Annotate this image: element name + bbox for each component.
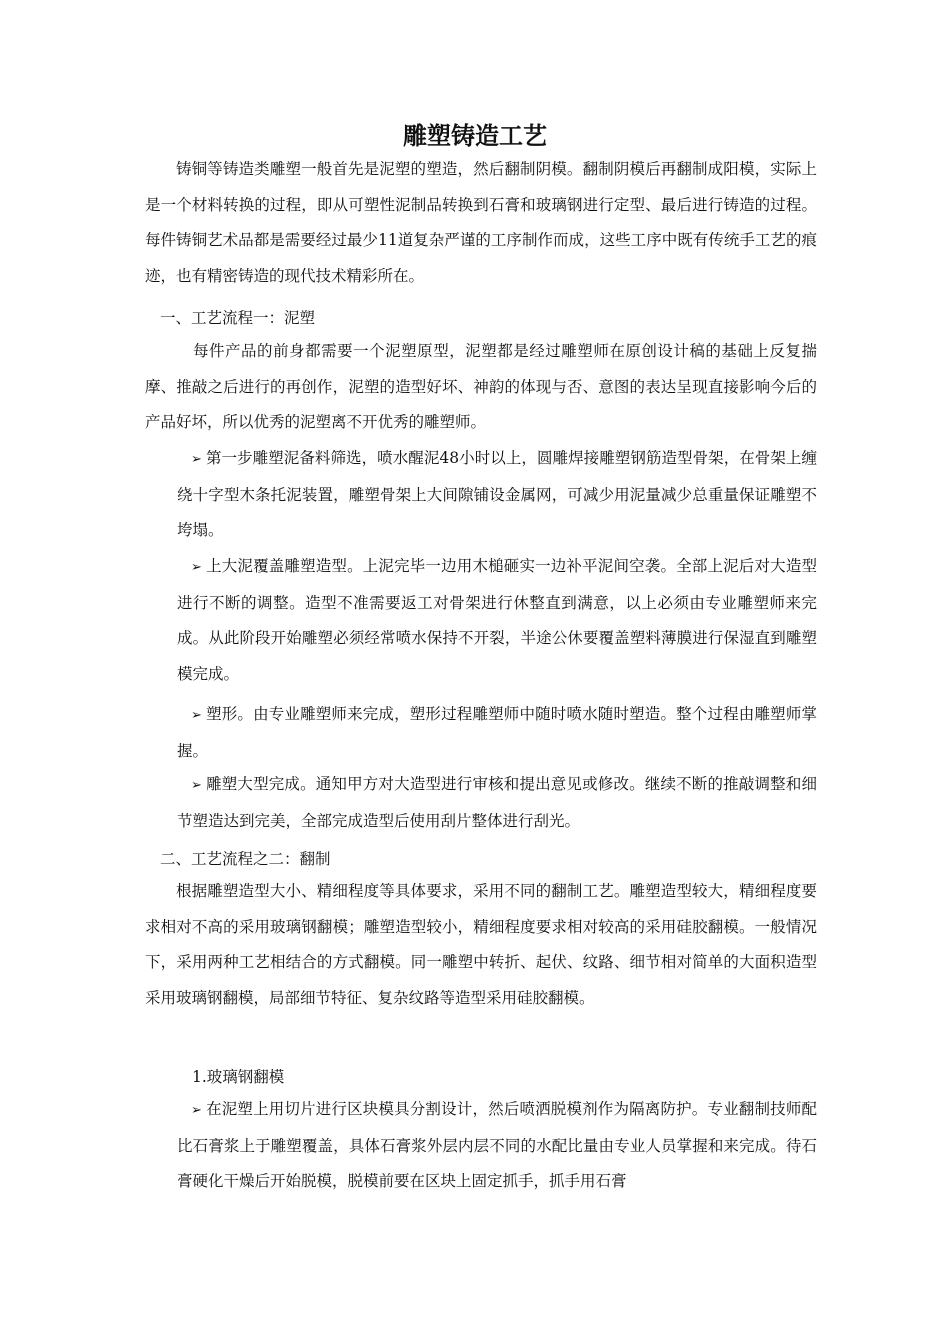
- section-1-paragraph: 每件产品的前身都需要一个泥塑原型，泥塑都是经过雕塑师在原创设计稿的基础上反复揣摩、推敲之后进行的再创作，泥塑的造型好坏、神韵的体现与否、意图的表达呈现直接影响今后的产品好坏，所以优秀的泥塑离不开优秀的雕塑师。: [145, 342, 817, 431]
- bullet-item: [177, 1092, 817, 1200]
- bullet-text: 上大泥覆盖雕塑造型。上泥完毕一边用木槌砸实一边补平泥间空袭。全部上泥后对大造型进行不断的调整。造型不准需要返工对骨架进行休整直到满意，以上必须由专业雕塑师来完成。从此阶段开始雕塑必须经常喷水保持不开裂，半途公休要覆盖塑料薄膜进行保湿直到雕塑模完成。: [177, 557, 817, 683]
- section-2-paragraph: 根据雕塑造型大小、精细程度等具体要求，采用不同的翻制工艺。雕塑造型较大，精细程度要求相对不高的采用玻璃钢翻模；雕塑造型较小，精细程度要求相对较高的采用硅胶翻模。一般情况下，采用两种工艺相结合的方式翻模。同一雕塑中转折、起伏、纹路、细节相对简单的大面积造型采用玻璃钢翻模，局部细节特征、复杂纹路等造型采用硅胶翻模。: [145, 882, 817, 1007]
- page-title: 雕塑铸造工艺: [403, 122, 547, 150]
- intro-paragraph: 铸铜等铸造类雕塑一般首先是泥塑的塑造，然后翻制阴模。翻制阴模后再翻制成阳模，实际上是一个材料转换的过程，即从可塑性泥制品转换到石膏和玻璃钢进行定型、最后进行铸造的过程。每件铸铜艺术品都是需要经过最少11道复杂严谨的工序制作而成，这些工序中既有传统手工艺的痕迹，也有精密铸造的现代技术精彩所在。: [145, 160, 817, 285]
- bullet-arrow-icon: ➢: [191, 708, 202, 723]
- section-heading-1: 一、工艺流程一：泥塑: [160, 309, 316, 327]
- bullet-arrow-icon: ➢: [191, 452, 202, 467]
- bullet-text: 雕塑大型完成。通知甲方对大造型进行审核和提出意见或修改。继续不断的推敲调整和细节塑造达到完美，全部完成造型后使用刮片整体进行刮光。: [177, 775, 817, 830]
- bullet-item: [177, 697, 817, 769]
- bullet-text: 塑形。由专业雕塑师来完成，塑形过程雕塑师中随时喷水随时塑造。整个过程由雕塑师掌握。: [177, 705, 817, 760]
- bullet-text: 在泥塑上用切片进行区块模具分割设计，然后喷洒脱模剂作为隔离防护。专业翻制技师配比石膏浆上于雕塑覆盖，具体石膏浆外层内层不同的水配比量由专业人员掌握和来完成。待石膏硬化干燥后开始脱模，脱模前要在区块上固定抓手，抓手用石膏: [177, 1100, 817, 1190]
- bullet-text: 第一步雕塑泥备料筛选，喷水醒泥48小时以上，圆雕焊接雕塑钢筋造型骨架，在骨架上缠绕十字型木条托泥装置，雕塑骨架上大间隙铺设金属网，可减少用泥量减少总重量保证雕塑不垮塌。: [177, 449, 817, 539]
- bullet-arrow-icon: ➢: [191, 560, 202, 575]
- bullet-item: [177, 441, 817, 549]
- bullet-item: [177, 549, 817, 692]
- bullet-item: [177, 767, 817, 839]
- sub-heading: 1.玻璃钢翻模: [192, 1068, 285, 1086]
- bullet-arrow-icon: ➢: [191, 778, 202, 793]
- bullet-arrow-icon: ➢: [191, 1103, 202, 1118]
- section-heading-2: 二、工艺流程之二：翻制: [160, 850, 331, 868]
